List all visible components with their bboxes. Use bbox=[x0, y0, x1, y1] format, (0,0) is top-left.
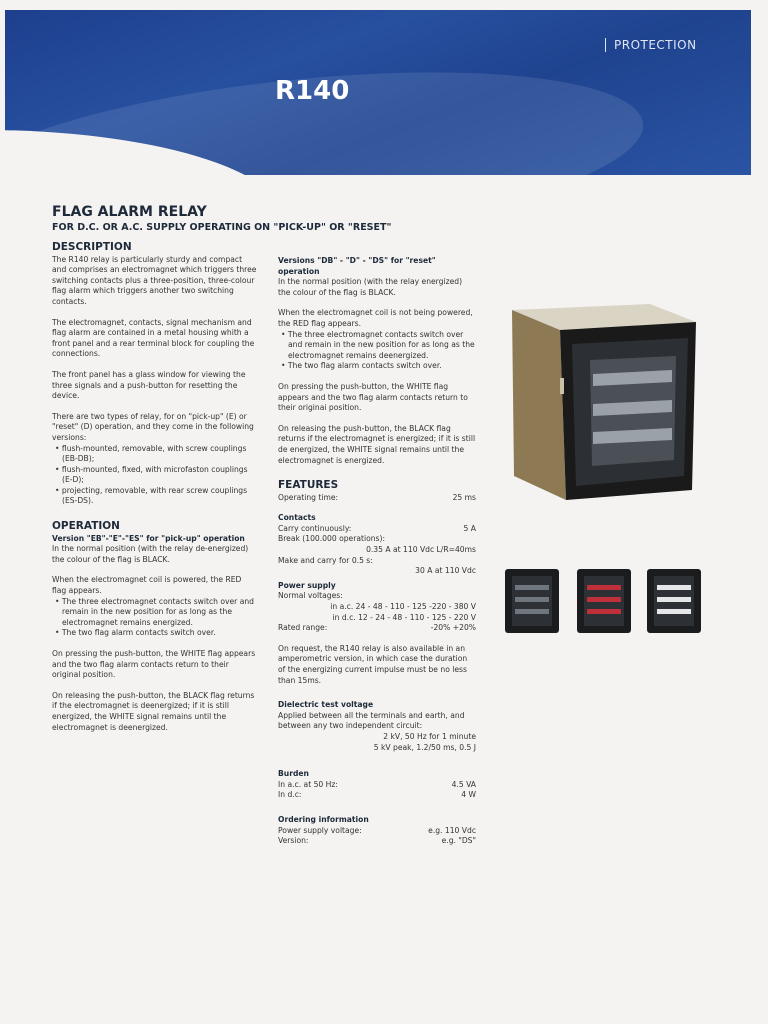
spec-label: Power supply voltage: bbox=[278, 825, 362, 835]
burden-heading: Burden bbox=[278, 769, 309, 779]
page-title: FLAG ALARM RELAY bbox=[52, 204, 207, 220]
list-item: • flush-mounted, fixed, with microfaston couplings (E-D); bbox=[52, 465, 257, 486]
spec-label: Operating time: bbox=[278, 492, 339, 502]
spec-value: 4.5 VA bbox=[451, 779, 476, 789]
spec-value: 5 kV peak, 1.2/50 ms, 0.5 J bbox=[373, 742, 476, 752]
description-paragraph: The front panel has a glass window for viewing the three signals and a push-button for resetting the device. bbox=[52, 369, 246, 401]
list-item: • The three electromagnet contacts switch over and remain in the new position for as long as the electromagnet remains energized. bbox=[52, 597, 257, 629]
spec-row bbox=[278, 790, 476, 801]
pickup-list bbox=[52, 597, 257, 639]
spec-label: In d.c: bbox=[278, 790, 302, 800]
spec-label: Make and carry for 0.5 s: bbox=[278, 555, 373, 565]
dielectric-text: Applied between all the terminals and earth, and between any two independent circuit: bbox=[278, 710, 465, 731]
reset-list bbox=[278, 330, 476, 372]
description-paragraph: The R140 relay is particularly sturdy and compact and comprises an electromagnet which triggers three switching contacts plus a three-position, three-colour flag alarm which triggers another two switching contacts. bbox=[52, 254, 257, 306]
spec-row bbox=[278, 836, 476, 847]
request-paragraph: On request, the R140 relay is also available in an amperometric version, in which case the duration of the energizing current impulse must be no less than 15ms. bbox=[278, 643, 468, 685]
spec-label: Rated range: bbox=[278, 623, 328, 633]
spec-row bbox=[278, 493, 476, 504]
operation-paragraph: In the normal position (with the relay energized) the colour of the flag is BLACK. bbox=[278, 277, 463, 297]
dielectric-heading: Dielectric test voltage bbox=[278, 700, 374, 710]
operation-paragraph: When the electromagnet coil is not being powered, the RED flag appears. bbox=[278, 308, 473, 328]
spec-value: 2 kV, 50 Hz for 1 minute bbox=[383, 731, 476, 741]
spec-value: -20% +20% bbox=[430, 623, 476, 633]
spec-value: in d.c. 12 - 24 - 48 - 110 - 125 - 220 V bbox=[332, 612, 476, 622]
white-flag-relay-image bbox=[646, 568, 702, 634]
black-flag-relay-image bbox=[504, 568, 560, 634]
description-paragraph: There are two types of relay, for on "pick-up" (E) or "reset" (D) operation, and they come in the following versions: bbox=[52, 411, 254, 442]
description-paragraph: The electromagnet, contacts, signal mechanism and flag alarm are contained in a metal housing whith a front panel and a rear terminal block for coupling the connections. bbox=[52, 317, 255, 359]
spec-value: 0.35 A at 110 Vdc L/R=40ms bbox=[366, 545, 476, 555]
operation-paragraph: On releasing the push-button, the BLACK flag returns if the electromagnet is deenergized; if it is still energized, the WHITE signal remains until the electromagnet is deenergized. bbox=[52, 690, 255, 732]
spec-row bbox=[278, 826, 476, 837]
spec-label: Version: bbox=[278, 836, 309, 846]
red-flag-relay-image bbox=[576, 568, 632, 634]
reset-heading: Versions "DB" - "D" - "DS" for "reset" operation bbox=[278, 256, 436, 276]
list-item: • The three electromagnet contacts switch over and remain in the new position for as long as the electromagnet remains deenergized. bbox=[278, 330, 476, 362]
operation-paragraph: On releasing the push-button, the BLACK flag returns if the electromagnet is energized; if it is still de energized, the WHITE signal remains until the electromagnet is energized. bbox=[278, 423, 476, 465]
operation-paragraph: When the electromagnet coil is powered, the RED flag appears. bbox=[52, 575, 242, 596]
contacts-heading: Contacts bbox=[278, 513, 316, 523]
relay-product-image bbox=[500, 300, 705, 510]
section-label: PROTECTION bbox=[605, 38, 697, 52]
versions-list bbox=[52, 444, 257, 508]
spec-label: Break (100.000 operations): bbox=[278, 534, 386, 544]
product-title: R140 bbox=[275, 76, 350, 106]
left-column bbox=[52, 242, 257, 743]
ordering-heading: Ordering information bbox=[278, 814, 369, 824]
features-heading: FEATURES bbox=[278, 479, 339, 492]
pickup-heading: Version "EB"-"E"-"ES" for "pick-up" operation bbox=[52, 533, 245, 543]
page-subtitle: FOR D.C. OR A.C. SUPPLY OPERATING ON "PICK-UP" OR "RESET" bbox=[52, 222, 392, 233]
spec-value: 5 A bbox=[463, 523, 476, 533]
power-heading: Power supply bbox=[278, 580, 336, 590]
operation-paragraph: In the normal position (with the relay de-energized) the colour of the flag is BLACK. bbox=[52, 544, 249, 564]
spec-value: 4 W bbox=[461, 790, 476, 800]
header-banner bbox=[5, 10, 751, 175]
spec-row bbox=[278, 524, 476, 535]
spec-value: in a.c. 24 - 48 - 110 - 125 -220 - 380 V bbox=[330, 602, 476, 612]
operation-heading: OPERATION bbox=[52, 520, 120, 533]
spec-value: 30 A at 110 Vdc bbox=[415, 566, 476, 576]
spec-label: In a.c. at 50 Hz: bbox=[278, 779, 338, 789]
operation-paragraph: On pressing the push-button, the WHITE flag appears and the two flag alarm contacts return to their original position. bbox=[52, 649, 256, 680]
spec-value: e.g. 110 Vdc bbox=[428, 825, 476, 835]
spec-value: e.g. "DS" bbox=[441, 836, 476, 846]
spec-label: Normal voltages: bbox=[278, 591, 343, 601]
middle-column bbox=[278, 256, 476, 847]
description-heading: DESCRIPTION bbox=[52, 241, 132, 253]
list-item: • projecting, removable, with rear screw couplings (ES-DS). bbox=[52, 486, 257, 507]
list-item: • The two flag alarm contacts switch over. bbox=[278, 361, 476, 372]
spec-row bbox=[278, 623, 476, 634]
spec-row bbox=[278, 780, 476, 791]
list-item: • The two flag alarm contacts switch over. bbox=[52, 628, 257, 639]
spec-label: Carry continuously: bbox=[278, 523, 352, 533]
operation-paragraph: On pressing the push-button, the WHITE flag appears and the two flag alarm contacts return to their originai position. bbox=[278, 381, 468, 413]
spec-value: 25 ms bbox=[452, 492, 476, 502]
list-item: • flush-mounted, removable, with screw couplings (EB-DB); bbox=[52, 444, 257, 465]
